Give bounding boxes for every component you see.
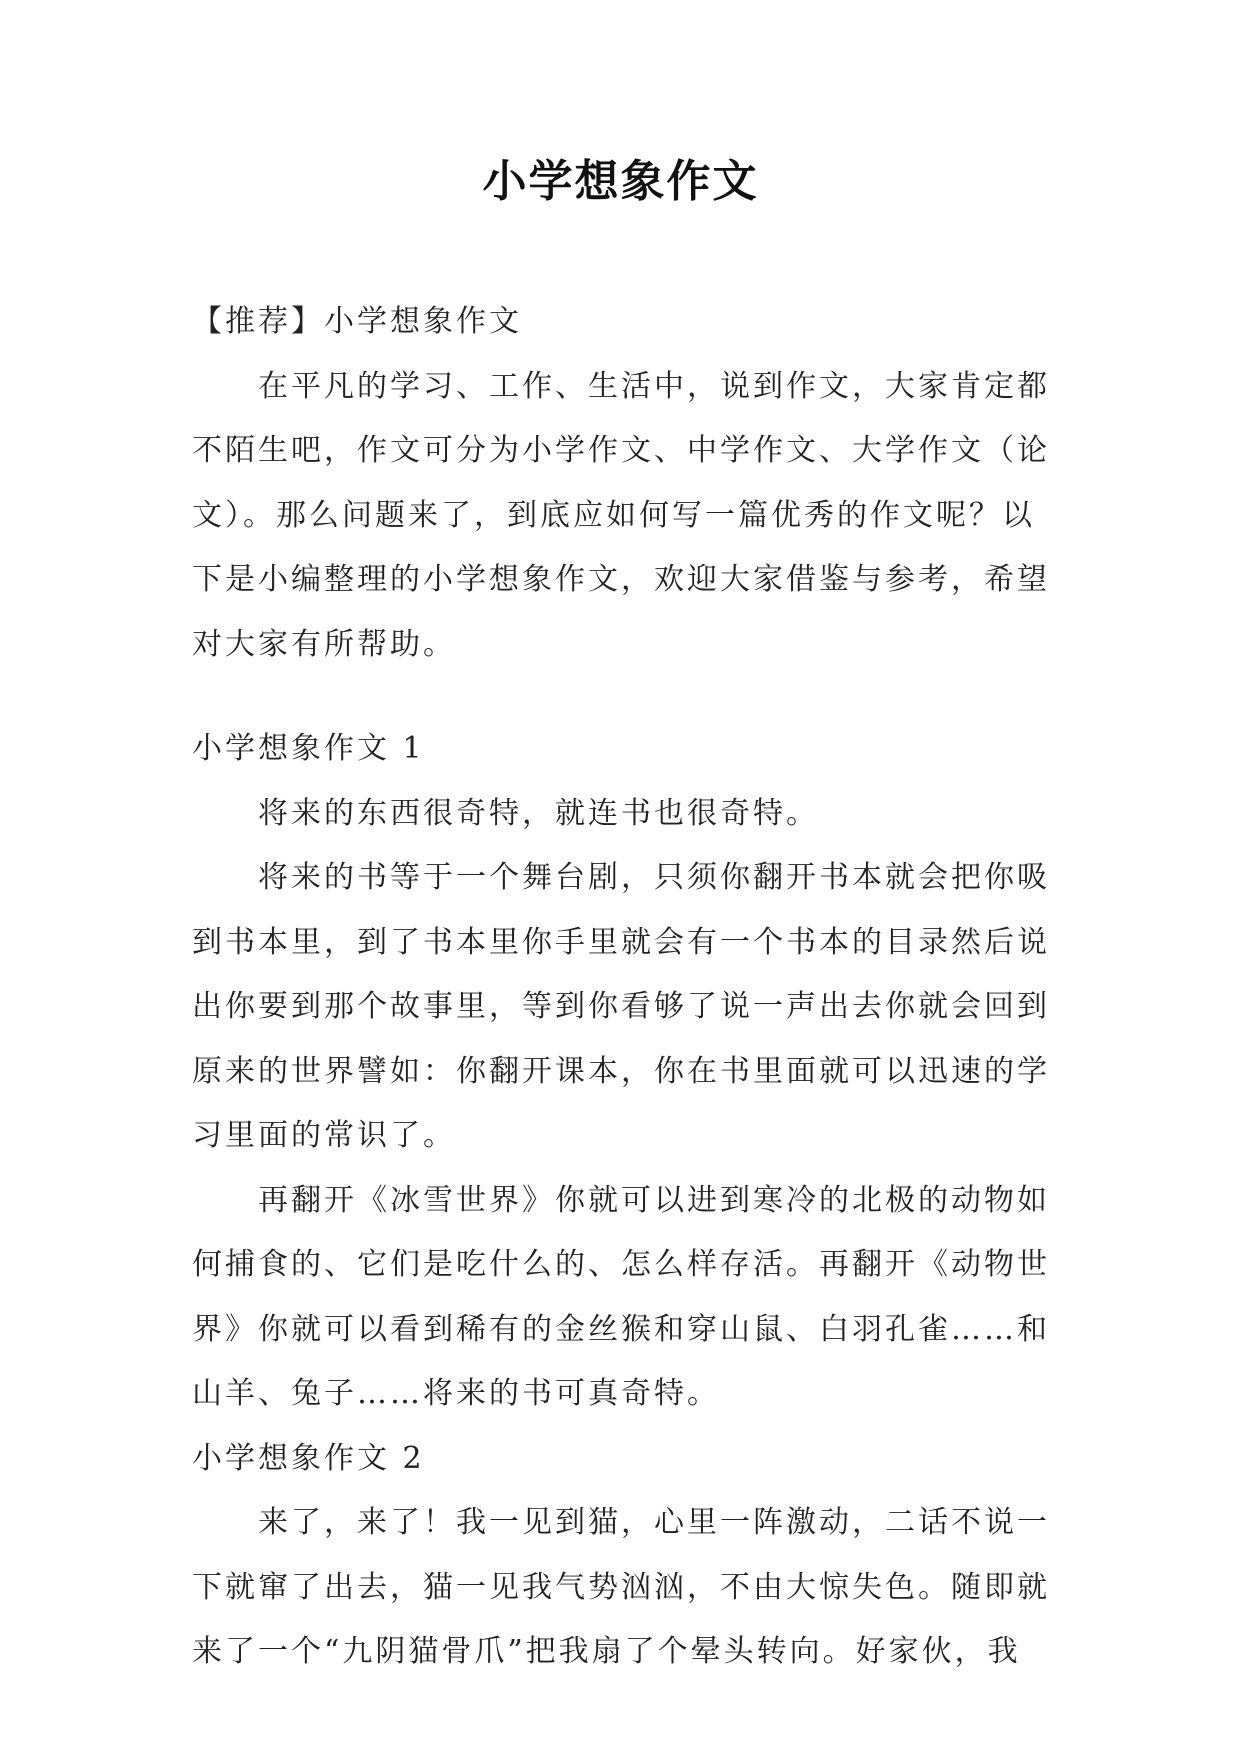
essay-paragraph: 再翻开《冰雪世界》你就可以进到寒冷的北极的动物如何捕食的、它们是吃什么的、怎么样存活。再翻开《动物世界》你就可以看到稀有的金丝猴和穿山鼠、白羽孔雀……和山羊、兔子……将来的书可真奇特。 xyxy=(192,1182,1050,1411)
intro-paragraph: 在平凡的学习、工作、生活中，说到作文，大家肯定都不陌生吧，作文可分为小学作文、中学作文、大学作文（论文）。那么问题来了，到底应如何写一篇优秀的作文呢？以下是小编整理的小学想象作文，欢迎大家借鉴与参考，希望对大家有所帮助。 xyxy=(192,368,1050,662)
essay-paragraph: 将来的东西很奇特，就连书也很奇特。 xyxy=(258,795,819,831)
essay-heading: 小学想象作文 2 xyxy=(192,1440,425,1476)
essay-heading: 小学想象作文 1 xyxy=(192,731,425,766)
essay-paragraph: 来了，来了！我一见到猫，心里一阵激动，二话不说一下就窜了出去，猫一见我气势汹汹，不由大惊失色。随即就来了一个“九阴猫骨爪”把我扇了个晕头转向。好家伙，我 xyxy=(192,1505,1050,1669)
intro-heading: 【推荐】小学想象作文 xyxy=(192,304,522,339)
document-body xyxy=(192,290,1052,1685)
section-spacer xyxy=(192,677,1052,717)
essay-paragraph: 将来的书等于一个舞台剧，只须你翻开书本就会把你吸到书本里，到了书本里你手里就会有一个书本的目录然后说出你要到那个故事里，等到你看够了说一声出去你就会回到原来的世界譬如：你翻开课本，你在书里面就可以迅速的学习里面的常识了。 xyxy=(192,860,1050,1153)
document-title: 小学想象作文 xyxy=(482,156,759,207)
